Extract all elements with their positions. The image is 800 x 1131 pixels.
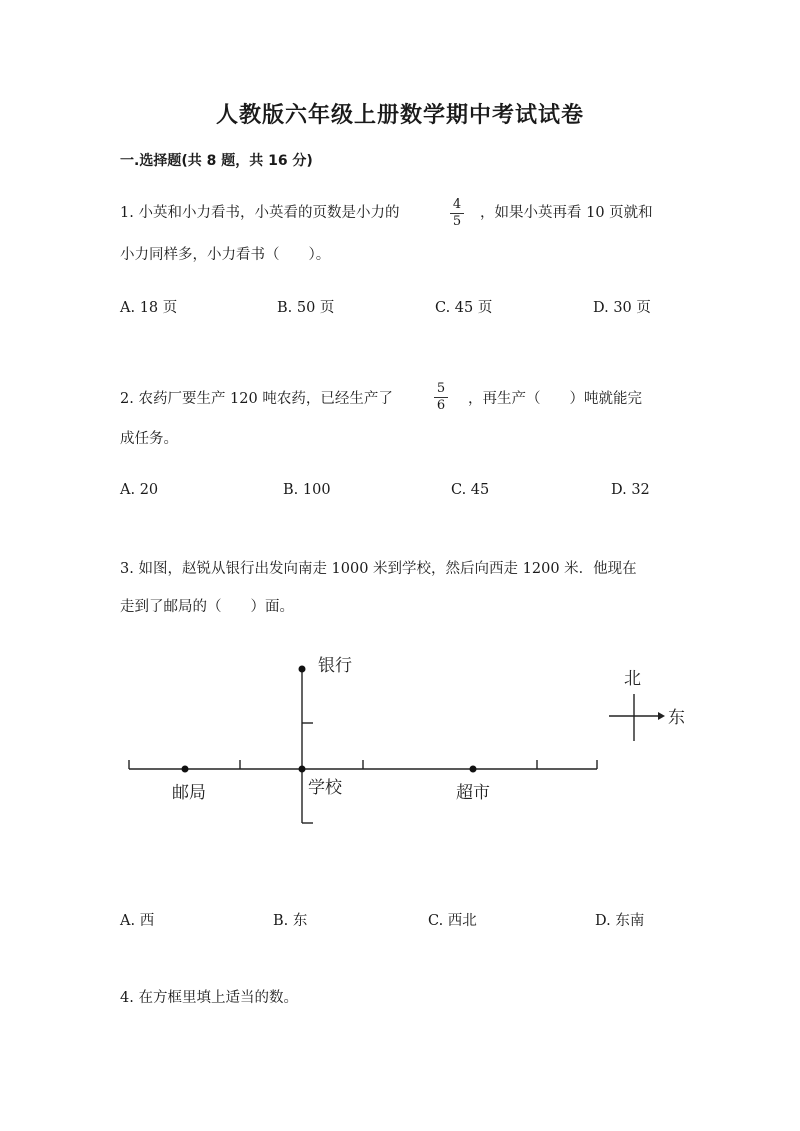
arrow-head-icon [658, 712, 665, 720]
q3-text-2: 走到了邮局的（ ）面。 [120, 599, 294, 615]
bank-label: 银行 [318, 656, 352, 676]
school-label: 学校 [308, 778, 342, 798]
q2-frac-num: 5 [436, 381, 446, 396]
q1-text-2: 小力同样多，小力看书（ ）。 [120, 247, 331, 263]
q3-option-d[interactable]: D. 东南 [595, 913, 645, 929]
school-point [299, 766, 306, 773]
east-label: 东 [668, 708, 685, 728]
post-office-point [182, 766, 189, 773]
q1-option-d[interactable]: D. 30 页 [593, 300, 651, 316]
q1-option-c[interactable]: C. 45 页 [435, 300, 493, 316]
q1-text-a: 1. 小英和小力看书，小英看的页数是小力的 [120, 205, 400, 221]
q2-text-a: 2. 农药厂要生产 120 吨农药，已经生产了 [120, 391, 393, 407]
q2-option-a[interactable]: A. 20 [120, 482, 159, 498]
q1-text-b: ，如果小英再看 10 页就和 [480, 205, 653, 221]
q2-text-b: ，再生产（ ）吨就能完 [468, 391, 642, 407]
post-office-label: 邮局 [172, 783, 206, 803]
q3-option-c[interactable]: C. 西北 [428, 913, 477, 929]
q3-option-a[interactable]: A. 西 [120, 913, 155, 929]
q1-frac-den: 5 [452, 214, 462, 229]
q1-option-b[interactable]: B. 50 页 [277, 300, 335, 316]
q2-frac-den: 6 [436, 398, 446, 413]
bank-point [299, 666, 306, 673]
q1-option-a[interactable]: A. 18 页 [120, 300, 178, 316]
q2-option-c[interactable]: C. 45 [451, 482, 490, 498]
supermarket-label: 超市 [456, 783, 490, 803]
q1-frac-num: 4 [452, 197, 462, 212]
q4-text-1: 4. 在方框里填上适当的数。 [120, 990, 298, 1006]
q2-option-d[interactable]: D. 32 [611, 482, 650, 498]
q3-option-b[interactable]: B. 东 [273, 913, 308, 929]
supermarket-point [470, 766, 477, 773]
page-title: 人教版六年级上册数学期中考试试卷 [215, 102, 584, 128]
section-heading: 一.选择题(共 8 题，共 16 分) [120, 153, 313, 169]
q2-option-b[interactable]: B. 100 [283, 482, 331, 498]
q3-text-1: 3. 如图，赵锐从银行出发向南走 1000 米到学校，然后向西走 1200 米．他现在 [120, 561, 637, 577]
q2-text-2: 成任务。 [120, 431, 178, 447]
north-label: 北 [624, 669, 641, 689]
